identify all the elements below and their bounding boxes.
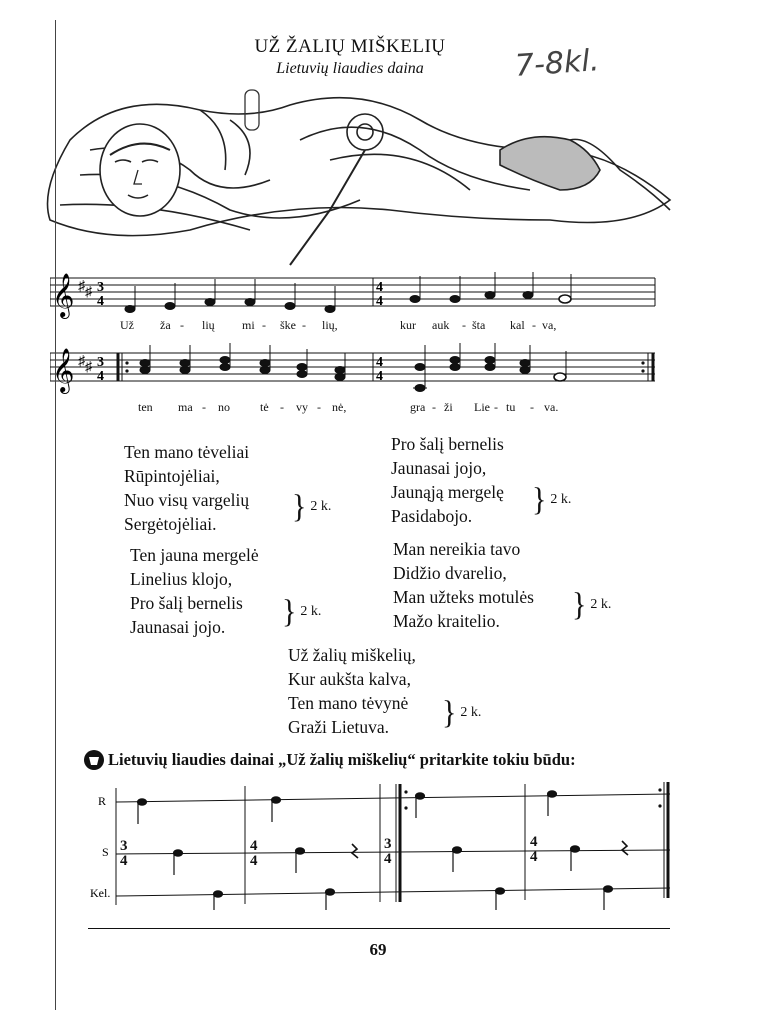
svg-text:4: 4 <box>376 294 383 309</box>
svg-text:4: 4 <box>530 849 538 865</box>
svg-text:3: 3 <box>97 280 104 295</box>
repeat-mark: } 2 k. <box>442 694 482 731</box>
svg-text:𝄞: 𝄞 <box>52 348 75 392</box>
lyric-syllable: - <box>302 318 306 332</box>
verse-line: Rūpintojėliai, <box>124 466 220 486</box>
verse-line: Už žalių miškelių, <box>288 645 416 665</box>
brace-icon: } <box>572 586 587 623</box>
verse-line: Nuo visų vargelių <box>124 490 250 510</box>
lyric-syllable: Lie <box>474 400 490 414</box>
part-label-r: R <box>98 794 107 808</box>
verse-line: Ten mano tėveliai <box>124 442 250 462</box>
verse-line: Man nereikia tavo <box>393 539 521 559</box>
song-title: UŽ ŽALIŲ MIŠKELIŲ <box>254 36 446 57</box>
verse-line: Jaunasai jojo. <box>130 617 226 637</box>
lyric-syllable: - <box>262 318 266 332</box>
music-staff-2 <box>50 343 660 403</box>
svg-text:4: 4 <box>376 369 383 384</box>
verse-line: Ten jauna mergelė <box>130 545 259 565</box>
lyric-syllable: kal <box>510 318 525 332</box>
bottom-divider <box>88 928 670 929</box>
verse-3 <box>130 543 259 639</box>
verse-line: Ten mano tėvynė <box>288 693 409 713</box>
verse-line: Kur aukšta kalva, <box>288 669 411 689</box>
verse-4 <box>393 537 534 633</box>
lyric-syllable: nė, <box>332 400 347 414</box>
lyrics-line-1 <box>110 318 670 338</box>
lyric-syllable: - <box>462 318 466 332</box>
verse-line: Sergėtojėliai. <box>124 514 217 534</box>
lyric-syllable: ten <box>138 400 153 414</box>
verse-line: Didžio dvarelio, <box>393 563 507 583</box>
lyric-syllable: ške <box>280 318 296 332</box>
svg-text:4: 4 <box>376 355 383 370</box>
brace-icon: } <box>282 593 297 630</box>
lyric-syllable: ža <box>160 318 171 332</box>
lyric-syllable: - <box>532 318 536 332</box>
lyric-syllable: auk <box>432 318 450 332</box>
illustration <box>30 80 680 270</box>
verse-2 <box>391 432 504 528</box>
svg-text:4: 4 <box>530 834 538 850</box>
task-text: Lietuvių liaudies dainai „Už žalių miškelių“ pritarkite tokiu būdu: <box>108 750 576 769</box>
svg-text:♯: ♯ <box>85 360 92 375</box>
lyric-syllable: no <box>218 400 230 414</box>
svg-text:3: 3 <box>97 355 104 370</box>
lyrics-line-2 <box>110 400 670 420</box>
page-edge-line <box>55 20 56 1010</box>
repeat-mark: } 2 k. <box>572 586 612 623</box>
verse-line: Jaunasai jojo, <box>391 458 487 478</box>
part-label-s: S <box>102 845 109 859</box>
verse-line: Pro šalį bernelis <box>130 593 243 613</box>
rhythm-score <box>90 780 680 910</box>
svg-text:3: 3 <box>384 836 392 852</box>
verse-line: Pasidabojo. <box>391 506 473 526</box>
lyric-syllable: Už <box>120 318 134 332</box>
task-instruction <box>84 750 576 770</box>
svg-text:3: 3 <box>120 838 128 854</box>
page-number: 69 <box>369 940 387 959</box>
song-subtitle: Lietuvių liaudies daina <box>276 60 424 77</box>
brace-icon: } <box>532 481 547 518</box>
svg-text:4: 4 <box>120 853 128 869</box>
repeat-mark: } 2 k. <box>282 593 322 630</box>
verse-line: Mažo kraitelio. <box>393 611 500 631</box>
lyric-syllable: tė <box>260 400 269 414</box>
brace-icon: } <box>442 694 457 731</box>
lyric-syllable: tu <box>506 400 516 414</box>
svg-text:4: 4 <box>97 369 104 384</box>
svg-text:4: 4 <box>376 280 383 295</box>
lyric-syllable: - <box>530 400 534 414</box>
lyric-syllable: kur <box>400 318 416 332</box>
svg-text:♯: ♯ <box>78 354 85 369</box>
drum-icon <box>84 750 104 770</box>
lyric-syllable: va. <box>544 400 559 414</box>
verse-line: Man užteks motulės <box>393 587 534 607</box>
lyric-syllable: - <box>280 400 284 414</box>
verse-1 <box>124 440 249 536</box>
lyric-syllable: lių <box>202 318 215 332</box>
handwritten-note: 7-8kl. <box>513 43 601 84</box>
part-label-kel: Kel. <box>90 886 111 900</box>
lyric-syllable: gra <box>410 400 426 414</box>
svg-text:4: 4 <box>97 294 104 309</box>
lyric-syllable: - <box>494 400 498 414</box>
lyric-syllable: ži <box>444 400 453 414</box>
lyric-syllable: va, <box>542 318 557 332</box>
lyric-syllable: - <box>432 400 436 414</box>
svg-text:𝄞: 𝄞 <box>52 273 75 317</box>
verse-line: Linelius klojo, <box>130 569 233 589</box>
brace-icon: } <box>292 488 307 525</box>
svg-text:4: 4 <box>250 838 258 854</box>
svg-text:4: 4 <box>250 853 258 869</box>
verse-line: Graži Lietuva. <box>288 717 390 737</box>
lyric-syllable: ma <box>178 400 193 414</box>
lyric-syllable: - <box>317 400 321 414</box>
repeat-mark: } 2 k. <box>532 481 572 518</box>
verse-line: Jaunąją mergelę <box>391 482 504 502</box>
lyric-syllable: mi <box>242 318 255 332</box>
lyric-syllable: - <box>180 318 184 332</box>
lyric-syllable: - <box>202 400 206 414</box>
lyric-syllable: šta <box>472 318 486 332</box>
svg-text:♯: ♯ <box>78 279 85 294</box>
lyric-syllable: lių, <box>322 318 338 332</box>
verse-5 <box>288 643 416 739</box>
lyric-syllable: vy <box>296 400 308 414</box>
svg-text:♯: ♯ <box>85 285 92 300</box>
repeat-mark: } 2 k. <box>292 488 332 525</box>
svg-text:4: 4 <box>384 851 392 867</box>
verse-line: Pro šalį bernelis <box>391 434 504 454</box>
